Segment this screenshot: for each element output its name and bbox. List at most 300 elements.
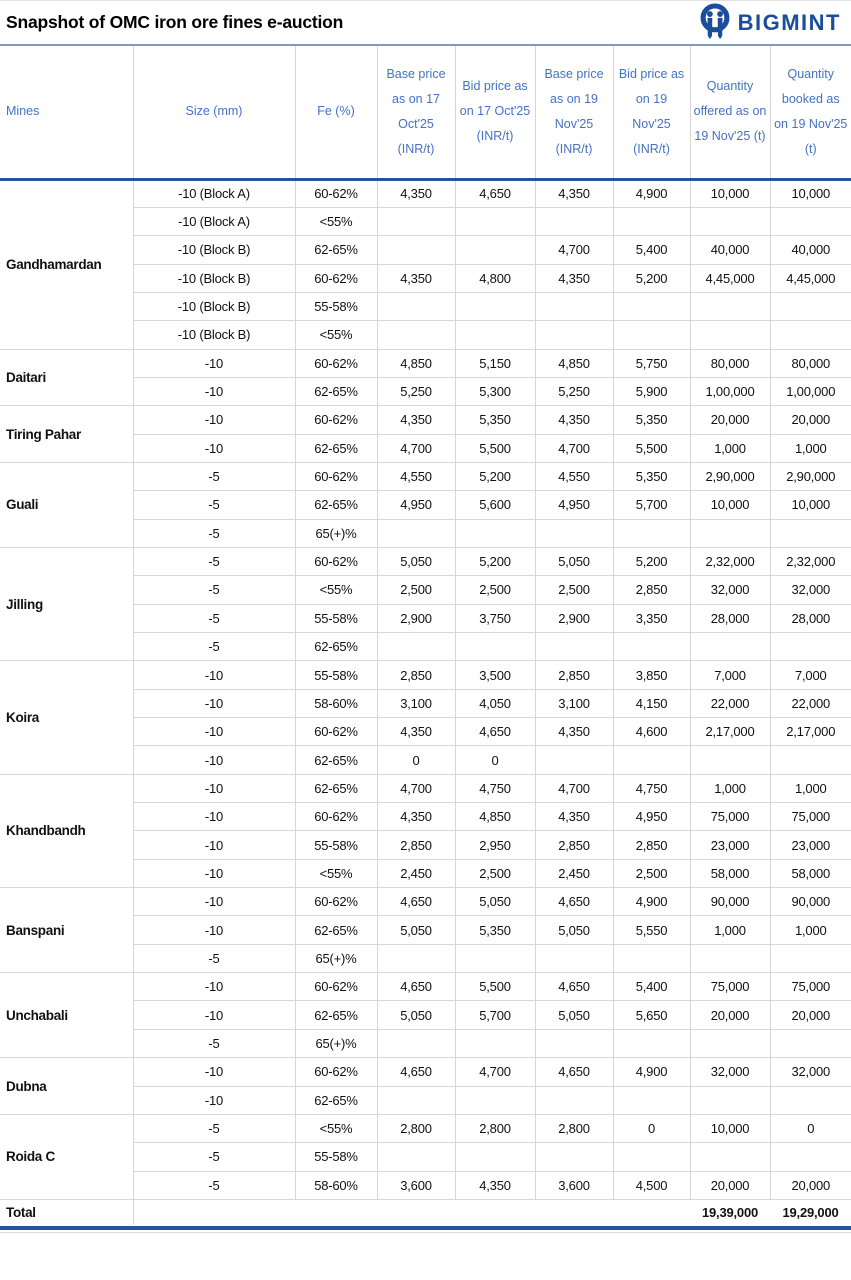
cell-base-nov: 4,350 — [535, 718, 613, 746]
cell-qty-offered: 20,000 — [690, 1171, 770, 1199]
cell-bid-oct: 2,800 — [455, 1114, 535, 1142]
cell-qty-offered — [690, 1029, 770, 1057]
cell-bid-nov — [613, 519, 690, 547]
mine-name: Dubna — [0, 1058, 133, 1115]
cell-base-oct: 2,500 — [377, 576, 455, 604]
cell-base-nov: 4,350 — [535, 179, 613, 207]
cell-base-nov: 5,050 — [535, 1001, 613, 1029]
column-header-fe: Fe (%) — [295, 46, 377, 179]
cell-base-nov: 4,700 — [535, 774, 613, 802]
cell-base-oct — [377, 633, 455, 661]
cell-bid-oct: 0 — [455, 746, 535, 774]
mine-name: Koira — [0, 661, 133, 774]
cell-bid-oct — [455, 207, 535, 235]
cell-base-nov — [535, 321, 613, 349]
cell-bid-oct: 4,050 — [455, 689, 535, 717]
cell-bid-nov — [613, 944, 690, 972]
cell-base-nov: 4,650 — [535, 888, 613, 916]
cell-qty-offered: 2,32,000 — [690, 547, 770, 575]
cell-fe: 55-58% — [295, 661, 377, 689]
bigmint-logo-text: BIGMINT — [737, 9, 841, 35]
cell-base-oct — [377, 292, 455, 320]
cell-fe: 60-62% — [295, 888, 377, 916]
cell-bid-oct — [455, 321, 535, 349]
cell-base-oct: 4,700 — [377, 774, 455, 802]
column-header-qty-booked: Quantity booked as on 19 Nov'25 (t) — [770, 46, 851, 179]
column-header-size: Size (mm) — [133, 46, 295, 179]
cell-size: -10 (Block B) — [133, 292, 295, 320]
mine-name: Tiring Pahar — [0, 406, 133, 463]
cell-qty-booked: 10,000 — [770, 179, 851, 207]
cell-base-nov: 2,850 — [535, 661, 613, 689]
cell-base-nov: 5,050 — [535, 547, 613, 575]
title-bar — [0, 1, 851, 46]
cell-qty-booked — [770, 292, 851, 320]
cell-base-oct: 4,650 — [377, 888, 455, 916]
cell-bid-oct — [455, 519, 535, 547]
cell-bid-oct — [455, 292, 535, 320]
cell-bid-nov: 4,900 — [613, 888, 690, 916]
cell-qty-booked — [770, 207, 851, 235]
cell-size: -5 — [133, 1143, 295, 1171]
cell-size: -10 (Block A) — [133, 207, 295, 235]
cell-bid-oct: 5,500 — [455, 973, 535, 1001]
cell-bid-oct: 5,200 — [455, 547, 535, 575]
cell-base-nov: 2,450 — [535, 859, 613, 887]
cell-qty-booked: 4,45,000 — [770, 264, 851, 292]
table-row — [0, 973, 851, 1001]
cell-size: -10 — [133, 859, 295, 887]
cell-bid-oct: 2,950 — [455, 831, 535, 859]
cell-bid-oct: 2,500 — [455, 576, 535, 604]
cell-base-nov — [535, 1029, 613, 1057]
cell-base-nov — [535, 292, 613, 320]
total-label: Total — [0, 1199, 133, 1225]
cell-base-oct: 2,450 — [377, 859, 455, 887]
cell-fe: 60-62% — [295, 803, 377, 831]
cell-qty-offered: 2,17,000 — [690, 718, 770, 746]
bigmint-logo-icon — [698, 3, 732, 43]
cell-qty-booked: 22,000 — [770, 689, 851, 717]
cell-base-oct: 5,050 — [377, 1001, 455, 1029]
cell-bid-nov — [613, 207, 690, 235]
cell-base-oct: 4,350 — [377, 406, 455, 434]
cell-qty-offered: 22,000 — [690, 689, 770, 717]
total-row — [0, 1199, 851, 1225]
cell-base-nov: 2,800 — [535, 1114, 613, 1142]
cell-size: -10 (Block B) — [133, 236, 295, 264]
cell-bid-nov: 5,400 — [613, 973, 690, 1001]
cell-bid-oct: 4,650 — [455, 718, 535, 746]
cell-qty-offered — [690, 1086, 770, 1114]
cell-fe: 60-62% — [295, 973, 377, 1001]
cell-bid-nov — [613, 321, 690, 349]
cell-qty-booked: 20,000 — [770, 1001, 851, 1029]
cell-qty-offered: 28,000 — [690, 604, 770, 632]
table-row — [0, 888, 851, 916]
cell-fe: 62-65% — [295, 916, 377, 944]
cell-bid-nov: 2,850 — [613, 576, 690, 604]
cell-qty-offered: 2,90,000 — [690, 462, 770, 490]
cell-base-oct: 4,650 — [377, 1058, 455, 1086]
cell-qty-booked: 75,000 — [770, 803, 851, 831]
cell-size: -5 — [133, 944, 295, 972]
cell-qty-booked: 2,17,000 — [770, 718, 851, 746]
table-row — [0, 179, 851, 207]
cell-size: -10 — [133, 406, 295, 434]
cell-base-oct: 5,050 — [377, 916, 455, 944]
cell-qty-booked: 0 — [770, 1114, 851, 1142]
cell-fe: 60-62% — [295, 462, 377, 490]
cell-base-nov — [535, 633, 613, 661]
cell-bid-oct — [455, 1143, 535, 1171]
cell-base-oct — [377, 944, 455, 972]
cell-bid-nov: 3,350 — [613, 604, 690, 632]
cell-fe: <55% — [295, 321, 377, 349]
cell-qty-offered: 10,000 — [690, 1114, 770, 1142]
cell-bid-oct: 5,600 — [455, 491, 535, 519]
cell-base-oct: 4,850 — [377, 349, 455, 377]
cell-bid-nov: 4,500 — [613, 1171, 690, 1199]
cell-bid-oct — [455, 1086, 535, 1114]
cell-base-oct — [377, 236, 455, 264]
cell-bid-nov: 5,700 — [613, 491, 690, 519]
cell-bid-nov: 5,400 — [613, 236, 690, 264]
mine-name: Khandbandh — [0, 774, 133, 887]
cell-fe: 62-65% — [295, 1001, 377, 1029]
cell-base-nov: 2,500 — [535, 576, 613, 604]
bottom-edge-line — [0, 1232, 851, 1233]
cell-bid-oct: 5,050 — [455, 888, 535, 916]
cell-bid-oct — [455, 944, 535, 972]
cell-qty-booked: 40,000 — [770, 236, 851, 264]
cell-qty-offered: 23,000 — [690, 831, 770, 859]
cell-fe: 62-65% — [295, 746, 377, 774]
mine-name: Unchabali — [0, 973, 133, 1058]
cell-base-nov: 4,350 — [535, 406, 613, 434]
cell-size: -5 — [133, 1114, 295, 1142]
cell-bid-oct: 5,300 — [455, 377, 535, 405]
table-row — [0, 774, 851, 802]
cell-size: -10 — [133, 1001, 295, 1029]
cell-qty-booked: 7,000 — [770, 661, 851, 689]
cell-base-oct: 4,650 — [377, 973, 455, 1001]
mine-name: Jilling — [0, 547, 133, 660]
cell-qty-booked: 58,000 — [770, 859, 851, 887]
cell-fe: <55% — [295, 576, 377, 604]
cell-bid-nov — [613, 292, 690, 320]
cell-bid-oct: 5,350 — [455, 406, 535, 434]
cell-bid-nov: 5,350 — [613, 406, 690, 434]
cell-bid-oct: 3,500 — [455, 661, 535, 689]
cell-bid-oct: 4,800 — [455, 264, 535, 292]
cell-size: -10 — [133, 774, 295, 802]
cell-fe: <55% — [295, 1114, 377, 1142]
column-header-base-oct: Base price as on 17 Oct'25 (INR/t) — [377, 46, 455, 179]
column-header-bid-nov: Bid price as on 19 Nov'25 (INR/t) — [613, 46, 690, 179]
cell-bid-oct: 5,700 — [455, 1001, 535, 1029]
cell-qty-booked: 20,000 — [770, 1171, 851, 1199]
mine-name: Gandhamardan — [0, 179, 133, 349]
cell-base-nov: 5,050 — [535, 916, 613, 944]
cell-qty-booked: 90,000 — [770, 888, 851, 916]
cell-fe: <55% — [295, 859, 377, 887]
cell-bid-nov: 4,950 — [613, 803, 690, 831]
cell-base-nov — [535, 1086, 613, 1114]
cell-bid-nov: 4,600 — [613, 718, 690, 746]
cell-fe: 65(+)% — [295, 519, 377, 547]
cell-base-nov: 4,850 — [535, 349, 613, 377]
cell-qty-booked — [770, 519, 851, 547]
cell-bid-oct — [455, 236, 535, 264]
mine-name: Roida C — [0, 1114, 133, 1199]
cell-base-nov — [535, 207, 613, 235]
cell-qty-booked: 23,000 — [770, 831, 851, 859]
cell-fe: 62-65% — [295, 774, 377, 802]
cell-fe: 60-62% — [295, 264, 377, 292]
cell-qty-booked — [770, 1086, 851, 1114]
cell-qty-offered — [690, 944, 770, 972]
cell-bid-oct: 5,500 — [455, 434, 535, 462]
cell-base-nov: 4,550 — [535, 462, 613, 490]
table-row — [0, 1114, 851, 1142]
cell-bid-oct: 4,700 — [455, 1058, 535, 1086]
cell-qty-offered: 1,000 — [690, 916, 770, 944]
cell-base-nov: 4,650 — [535, 1058, 613, 1086]
cell-qty-booked: 1,000 — [770, 774, 851, 802]
cell-qty-offered: 20,000 — [690, 406, 770, 434]
cell-bid-nov: 4,150 — [613, 689, 690, 717]
cell-size: -10 (Block B) — [133, 321, 295, 349]
cell-bid-oct: 3,750 — [455, 604, 535, 632]
cell-base-oct: 4,950 — [377, 491, 455, 519]
cell-size: -10 — [133, 973, 295, 1001]
cell-base-oct: 4,350 — [377, 179, 455, 207]
cell-qty-offered: 75,000 — [690, 803, 770, 831]
cell-bid-nov: 4,900 — [613, 179, 690, 207]
cell-size: -5 — [133, 1029, 295, 1057]
cell-qty-offered: 1,000 — [690, 774, 770, 802]
cell-bid-oct: 2,500 — [455, 859, 535, 887]
cell-bid-oct — [455, 1029, 535, 1057]
cell-bid-nov — [613, 633, 690, 661]
cell-bid-oct: 5,200 — [455, 462, 535, 490]
auction-table — [0, 46, 851, 1225]
cell-base-nov: 4,650 — [535, 973, 613, 1001]
cell-fe: 58-60% — [295, 1171, 377, 1199]
cell-base-nov — [535, 944, 613, 972]
cell-bid-nov: 2,850 — [613, 831, 690, 859]
cell-bid-oct — [455, 633, 535, 661]
cell-qty-offered: 32,000 — [690, 1058, 770, 1086]
cell-size: -5 — [133, 576, 295, 604]
total-spacer — [133, 1199, 690, 1225]
cell-bid-nov: 5,550 — [613, 916, 690, 944]
cell-base-nov: 2,900 — [535, 604, 613, 632]
cell-base-nov — [535, 746, 613, 774]
cell-qty-booked: 20,000 — [770, 406, 851, 434]
cell-qty-offered: 90,000 — [690, 888, 770, 916]
cell-qty-booked: 28,000 — [770, 604, 851, 632]
cell-size: -10 — [133, 1058, 295, 1086]
cell-base-oct — [377, 1143, 455, 1171]
cell-bid-nov: 5,750 — [613, 349, 690, 377]
cell-base-oct — [377, 519, 455, 547]
cell-size: -10 — [133, 803, 295, 831]
cell-size: -10 — [133, 746, 295, 774]
bottom-rule — [0, 1226, 851, 1230]
cell-qty-offered: 80,000 — [690, 349, 770, 377]
cell-base-nov: 4,950 — [535, 491, 613, 519]
cell-qty-booked: 75,000 — [770, 973, 851, 1001]
cell-qty-offered — [690, 633, 770, 661]
table-row — [0, 406, 851, 434]
cell-base-oct — [377, 207, 455, 235]
cell-base-oct: 2,850 — [377, 661, 455, 689]
cell-base-oct: 3,100 — [377, 689, 455, 717]
cell-qty-booked: 10,000 — [770, 491, 851, 519]
cell-qty-offered: 1,00,000 — [690, 377, 770, 405]
cell-qty-offered: 7,000 — [690, 661, 770, 689]
cell-qty-booked: 1,000 — [770, 434, 851, 462]
cell-base-oct — [377, 1086, 455, 1114]
cell-base-nov: 4,350 — [535, 803, 613, 831]
cell-base-nov: 3,600 — [535, 1171, 613, 1199]
table-row — [0, 661, 851, 689]
cell-base-nov: 4,700 — [535, 434, 613, 462]
bigmint-logo — [698, 3, 841, 43]
cell-qty-booked: 80,000 — [770, 349, 851, 377]
cell-size: -10 — [133, 434, 295, 462]
cell-qty-offered — [690, 321, 770, 349]
cell-bid-nov — [613, 1029, 690, 1057]
cell-base-oct: 4,550 — [377, 462, 455, 490]
cell-bid-nov: 0 — [613, 1114, 690, 1142]
cell-bid-nov: 5,500 — [613, 434, 690, 462]
table-row — [0, 462, 851, 490]
cell-base-nov: 5,250 — [535, 377, 613, 405]
cell-fe: 62-65% — [295, 434, 377, 462]
cell-base-oct: 2,800 — [377, 1114, 455, 1142]
cell-bid-nov: 5,350 — [613, 462, 690, 490]
cell-size: -5 — [133, 519, 295, 547]
cell-base-nov — [535, 519, 613, 547]
cell-base-oct: 2,900 — [377, 604, 455, 632]
cell-bid-nov: 4,900 — [613, 1058, 690, 1086]
cell-qty-booked: 1,00,000 — [770, 377, 851, 405]
cell-base-oct: 5,250 — [377, 377, 455, 405]
cell-qty-offered — [690, 746, 770, 774]
cell-fe: 65(+)% — [295, 944, 377, 972]
cell-base-oct: 0 — [377, 746, 455, 774]
cell-size: -5 — [133, 604, 295, 632]
cell-qty-offered: 10,000 — [690, 491, 770, 519]
cell-base-oct: 4,350 — [377, 718, 455, 746]
cell-fe: 55-58% — [295, 1143, 377, 1171]
cell-size: -5 — [133, 462, 295, 490]
cell-size: -10 (Block A) — [133, 179, 295, 207]
cell-fe: 62-65% — [295, 633, 377, 661]
cell-qty-booked — [770, 746, 851, 774]
cell-qty-booked — [770, 944, 851, 972]
cell-qty-booked — [770, 1143, 851, 1171]
table-row — [0, 349, 851, 377]
column-header-qty-offered: Quantity offered as on 19 Nov'25 (t) — [690, 46, 770, 179]
cell-qty-booked: 32,000 — [770, 576, 851, 604]
cell-base-oct: 4,350 — [377, 803, 455, 831]
cell-size: -10 — [133, 831, 295, 859]
cell-size: -10 — [133, 349, 295, 377]
cell-qty-booked: 2,32,000 — [770, 547, 851, 575]
cell-bid-nov: 3,850 — [613, 661, 690, 689]
cell-fe: <55% — [295, 207, 377, 235]
cell-base-oct: 2,850 — [377, 831, 455, 859]
cell-fe: 62-65% — [295, 1086, 377, 1114]
cell-qty-booked: 1,000 — [770, 916, 851, 944]
cell-bid-nov: 5,650 — [613, 1001, 690, 1029]
cell-size: -10 — [133, 888, 295, 916]
cell-qty-booked — [770, 321, 851, 349]
cell-bid-oct: 4,350 — [455, 1171, 535, 1199]
page-title: Snapshot of OMC iron ore fines e-auction — [6, 12, 344, 32]
cell-qty-booked: 32,000 — [770, 1058, 851, 1086]
cell-qty-offered: 32,000 — [690, 576, 770, 604]
cell-base-nov: 4,350 — [535, 264, 613, 292]
cell-fe: 62-65% — [295, 491, 377, 519]
cell-fe: 62-65% — [295, 377, 377, 405]
cell-bid-nov: 4,750 — [613, 774, 690, 802]
cell-bid-oct: 4,650 — [455, 179, 535, 207]
cell-fe: 60-62% — [295, 1058, 377, 1086]
cell-bid-nov — [613, 1143, 690, 1171]
cell-qty-offered — [690, 1143, 770, 1171]
cell-qty-offered: 4,45,000 — [690, 264, 770, 292]
cell-size: -10 — [133, 718, 295, 746]
cell-qty-offered: 75,000 — [690, 973, 770, 1001]
column-header-bid-oct: Bid price as on 17 Oct'25 (INR/t) — [455, 46, 535, 179]
total-qty-booked: 19,29,000 — [770, 1199, 851, 1225]
cell-bid-oct: 5,350 — [455, 916, 535, 944]
cell-base-nov — [535, 1143, 613, 1171]
table-row — [0, 547, 851, 575]
cell-size: -10 — [133, 1086, 295, 1114]
cell-base-nov: 2,850 — [535, 831, 613, 859]
cell-size: -5 — [133, 491, 295, 519]
cell-fe: 65(+)% — [295, 1029, 377, 1057]
cell-fe: 55-58% — [295, 292, 377, 320]
cell-size: -5 — [133, 1171, 295, 1199]
cell-qty-offered: 20,000 — [690, 1001, 770, 1029]
cell-base-nov: 3,100 — [535, 689, 613, 717]
cell-bid-nov — [613, 1086, 690, 1114]
column-header-mines: Mines — [6, 104, 40, 119]
cell-bid-oct: 4,750 — [455, 774, 535, 802]
cell-base-oct — [377, 1029, 455, 1057]
cell-size: -10 — [133, 689, 295, 717]
cell-fe: 60-62% — [295, 718, 377, 746]
mine-name: Banspani — [0, 888, 133, 973]
cell-qty-offered: 1,000 — [690, 434, 770, 462]
cell-fe: 60-62% — [295, 179, 377, 207]
cell-fe: 55-58% — [295, 604, 377, 632]
cell-base-oct — [377, 321, 455, 349]
mine-name: Daitari — [0, 349, 133, 406]
cell-qty-booked — [770, 633, 851, 661]
cell-qty-offered — [690, 207, 770, 235]
cell-bid-nov: 5,900 — [613, 377, 690, 405]
cell-base-oct: 3,600 — [377, 1171, 455, 1199]
cell-fe: 62-65% — [295, 236, 377, 264]
